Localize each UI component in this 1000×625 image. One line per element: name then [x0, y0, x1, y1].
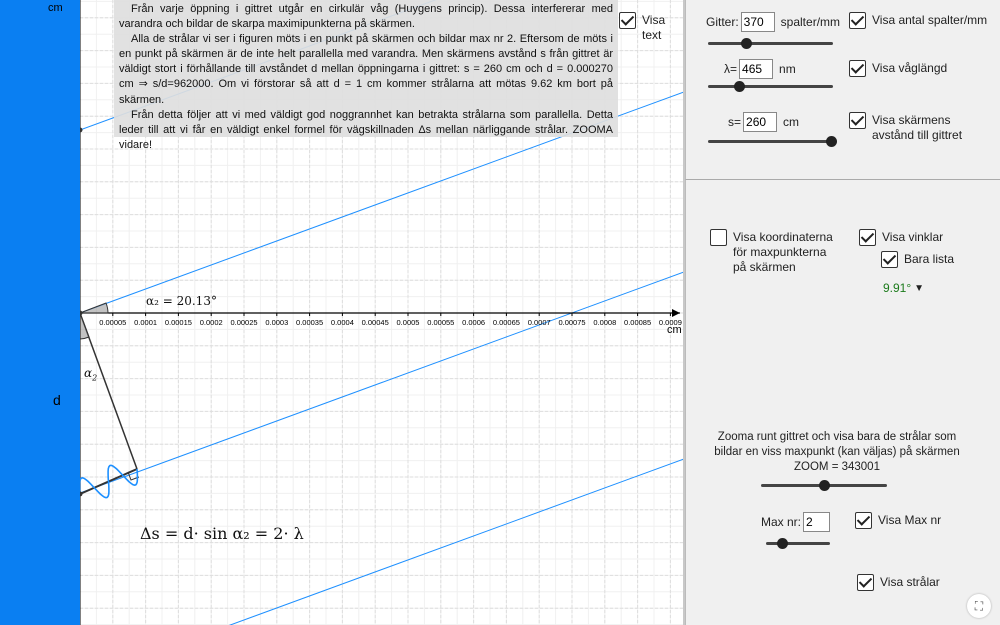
lambda-input[interactable]: [739, 59, 773, 79]
angle-dropdown[interactable]: [883, 281, 924, 295]
angle-dropdown-value: 9.91°: [883, 281, 912, 295]
show-coords-label: Visa koordinaterna för maxpunkterna på skärmen: [733, 230, 833, 274]
x-tick-label: 0.00085: [624, 318, 652, 327]
angle-label: α₂ = 20.13°: [146, 294, 217, 308]
x-tick-label: 0.0009: [658, 318, 682, 327]
angle-arc-lower: [80, 313, 89, 339]
show-wavelength-label: Visa våglängd: [872, 61, 948, 75]
lambda-unit: nm: [779, 62, 796, 76]
lambda-slider-knob[interactable]: [734, 81, 745, 92]
show-wavelength-toggle[interactable]: [849, 60, 947, 77]
x-tick-label: 0.0004: [330, 318, 354, 327]
max-nr-slider[interactable]: [766, 537, 830, 549]
gitter-label: Gitter:: [706, 15, 739, 29]
x-tick-label: 0.0002: [199, 318, 223, 327]
list-only-toggle[interactable]: [881, 251, 954, 268]
info-text-box: [114, 0, 618, 151]
s-label: s=: [728, 115, 742, 129]
info-paragraph-2: Alla de strålar vi ser i figuren möts i en punkt på skärmen och bildar max nr 2. Eftersom de möts i en punkt på skärmen är de inte helt parallella med varandra. Men skärmens avstånd s från gittret är väldigt stort i förhållande till avståndet d mellan öppningarna i gittret: s = 260 cm och d = 0.000270 cm ⇒ s/d=962000. Om vi förstorar så att d = 1 cm kommer strålarna att mötas 9.62 km bort på skärmen.: [119, 33, 613, 106]
gitter-slider[interactable]: [708, 37, 833, 49]
zoom-value-label: ZOOM = 343001: [794, 461, 880, 473]
gitter-input[interactable]: [741, 12, 775, 32]
max-nr-field: [761, 512, 830, 532]
show-text-label: Visa text: [642, 13, 666, 42]
s-slider[interactable]: [708, 135, 834, 147]
gitter-slider-knob[interactable]: [741, 38, 752, 49]
show-count-checkbox[interactable]: [849, 12, 866, 29]
s-field: [728, 112, 799, 132]
x-axis-arrow: [672, 309, 680, 317]
fullscreen-icon: ⛶: [974, 598, 984, 613]
x-tick-label: 0.00035: [296, 318, 324, 327]
show-angles-checkbox[interactable]: [859, 229, 876, 246]
max-nr-input[interactable]: [803, 512, 830, 532]
show-max-toggle[interactable]: [855, 512, 941, 529]
fullscreen-button[interactable]: [967, 594, 991, 618]
zoom-description-text: Zooma runt gittret och visa bara de strålar som bildar en viss maxpunkt (kan väljas) på skärmen: [714, 431, 960, 458]
x-tick-label: 0.00025: [230, 318, 258, 327]
lambda-label: λ=: [724, 62, 738, 76]
x-tick-label: 0.00005: [99, 318, 127, 327]
chevron-down-icon: ▼: [914, 282, 925, 294]
zoom-description: [712, 430, 962, 475]
x-tick-label: 0.0001: [134, 318, 158, 327]
y-axis-unit: cm: [48, 2, 63, 14]
x-tick-label: 0.00075: [558, 318, 586, 327]
show-rays-label: Visa strålar: [880, 575, 940, 589]
show-count-label: Visa antal spalter/mm: [872, 13, 988, 27]
s-input[interactable]: [743, 112, 777, 132]
show-rays-toggle[interactable]: [857, 574, 940, 591]
x-tick-label: 0.0008: [593, 318, 617, 327]
show-distance-checkbox[interactable]: [849, 112, 866, 129]
screen-strip: [0, 0, 80, 625]
x-tick-label: 0.00055: [427, 318, 455, 327]
angle-arc: [80, 303, 108, 313]
x-tick-label: 0.00065: [492, 318, 520, 327]
x-tick-label: 0.00015: [164, 318, 192, 327]
info-paragraph-3: Från detta följer att vi med väldigt god noggrannhet kan betrakta strålarna som parallella. Detta leder till att vi får en väldigt enkel formel för vägskillnaden Δs mellan närliggande strålar. ZOOMA vidare!: [119, 108, 613, 151]
show-coords-toggle[interactable]: [710, 229, 835, 275]
s-unit: cm: [783, 115, 800, 129]
gitter-unit: spalter/mm: [780, 15, 841, 29]
alpha-label: $\alpha_2$: [84, 366, 98, 383]
zoom-slider-knob[interactable]: [819, 480, 830, 491]
show-max-checkbox[interactable]: [855, 512, 872, 529]
show-count-toggle[interactable]: [849, 12, 989, 29]
list-only-checkbox[interactable]: [881, 251, 898, 268]
show-angles-label: Visa vinklar: [882, 230, 944, 244]
zoom-slider[interactable]: [761, 479, 887, 491]
show-angles-toggle[interactable]: [859, 229, 943, 246]
show-rays-checkbox[interactable]: [857, 574, 874, 591]
path-difference-formula: Δs = d· sin α₂ = 2· λ: [140, 524, 304, 543]
show-max-label: Visa Max nr: [878, 513, 942, 527]
show-text-checkbox[interactable]: [619, 12, 636, 29]
lambda-slider[interactable]: [708, 80, 833, 92]
x-tick-label: 0.0003: [265, 318, 289, 327]
info-paragraph-1: Från varje öppning i gittret utgår en cirkulär våg (Huygens princip). Dessa interfererar med varandra och bildar de skarpa maximipunkterna på skärmen.: [119, 3, 613, 31]
show-distance-toggle[interactable]: [849, 112, 989, 143]
max-nr-slider-knob[interactable]: [777, 538, 788, 549]
x-tick-label: 0.00045: [361, 318, 389, 327]
gitter-field: [706, 12, 840, 32]
max-nr-label: Max nr:: [761, 515, 802, 529]
x-tick-label: 0.0007: [527, 318, 551, 327]
x-axis-unit: cm: [667, 324, 682, 336]
show-distance-label: Visa skärmens avstånd till gittret: [872, 113, 963, 142]
show-text-toggle[interactable]: [619, 12, 685, 43]
x-tick-label: 0.0005: [396, 318, 420, 327]
lambda-field: [724, 59, 796, 79]
x-tick-label: 0.0006: [462, 318, 486, 327]
show-coords-checkbox[interactable]: [710, 229, 727, 246]
d-label: d: [53, 392, 61, 408]
list-only-label: Bara lista: [904, 252, 955, 266]
show-wavelength-checkbox[interactable]: [849, 60, 866, 77]
